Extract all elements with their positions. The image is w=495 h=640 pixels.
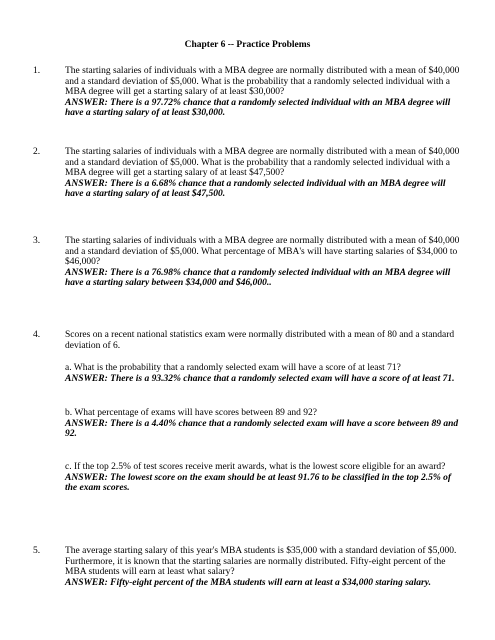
intro-line: deviation of 6.: [65, 340, 121, 351]
question-line: The average starting salary of this year's MBA students is $35,000 with a standard deviation of $5,000.: [65, 546, 457, 556]
problem-1-number: 1.: [33, 66, 41, 76]
question-line: MBA students will earn at least what salary?: [65, 567, 235, 578]
problem-5: [65, 546, 465, 588]
question-line: MBA degree will get a starting salary of at least $30,000?: [65, 87, 285, 98]
problem-4b: [65, 408, 465, 440]
page-title: Chapter 6 -- Practice Problems: [184, 40, 311, 50]
problem-3: [65, 236, 465, 289]
answer-line: ANSWER: There is a 6.68% chance that a randomly selected individual with an MBA degree will: [65, 178, 446, 189]
question-line: Furthermore, it is known that the starting salaries are normally distributed. Fifty-eight percent of the: [65, 556, 446, 567]
problem-5-number: 5.: [33, 546, 41, 556]
question-line: and a standard deviation of $5,000. What is the probability that a randomly selected individual with a: [65, 76, 451, 87]
intro-line: Scores on a recent national statistics exam were normally distributed with a mean of 80 and a standard: [65, 330, 455, 340]
answer-line: ANSWER: There is a 76.98% chance that a randomly selected individual with an MBA degree will: [65, 267, 451, 278]
answer-line: have a starting salary of at least $47,500.: [65, 189, 226, 200]
answer-line: the exam scores.: [65, 483, 130, 494]
answer-line: 92.: [65, 429, 77, 440]
problem-2: [65, 147, 465, 200]
problem-4-number: 4.: [33, 330, 41, 340]
answer-line: ANSWER: The lowest score on the exam should be at least 91.76 to be classified in the top 2.5% of: [65, 472, 452, 483]
problem-2-number: 2.: [33, 147, 41, 157]
question-line: and a standard deviation of $5,000. What percentage of MBA's will have starting salaries of $34,000 to: [65, 246, 458, 257]
question-line: The starting salaries of individuals with a MBA degree are normally distributed with a mean of $40,000: [65, 236, 460, 246]
question-line: and a standard deviation of $5,000. What is the probability that a randomly selected individual with a: [65, 157, 451, 168]
question-line: The starting salaries of individuals with a MBA degree are normally distributed with a mean of $40,000: [65, 66, 460, 76]
answer-line: ANSWER: There is a 93.32% chance that a randomly selected exam will have a score of at least 71.: [65, 373, 455, 384]
question-line: $46,000?: [65, 257, 101, 268]
problem-4a: [65, 363, 465, 384]
problem-4c: [65, 462, 465, 494]
answer-line: ANSWER: There is a 4.40% chance that a randomly selected exam will have a score between 89 and: [65, 418, 459, 429]
problem-1: [65, 66, 465, 119]
answer-line: have a starting salary of at least $30,000.: [65, 108, 226, 119]
question-line: a. What is the probability that a randomly selected exam will have a score of at least 71?: [65, 363, 401, 373]
question-line: The starting salaries of individuals with a MBA degree are normally distributed with a mean of $40,000: [65, 147, 460, 157]
answer-line: ANSWER: There is a 97.72% chance that a randomly selected individual with an MBA degree will: [65, 97, 451, 108]
problem-4: [65, 330, 465, 351]
question-line: c. If the top 2.5% of test scores receive merit awards, what is the lowest score eligible for an award?: [65, 462, 446, 472]
answer-line: ANSWER: Fifty-eight percent of the MBA students will earn at least a $34,000 staring salary.: [65, 577, 431, 588]
answer-line: have a starting salary between $34,000 and $46,000..: [65, 278, 272, 289]
question-line: MBA degree will get a starting salary of at least $47,500?: [65, 168, 285, 179]
problem-3-number: 3.: [33, 236, 41, 246]
question-line: b. What percentage of exams will have scores between 89 and 92?: [65, 408, 318, 418]
